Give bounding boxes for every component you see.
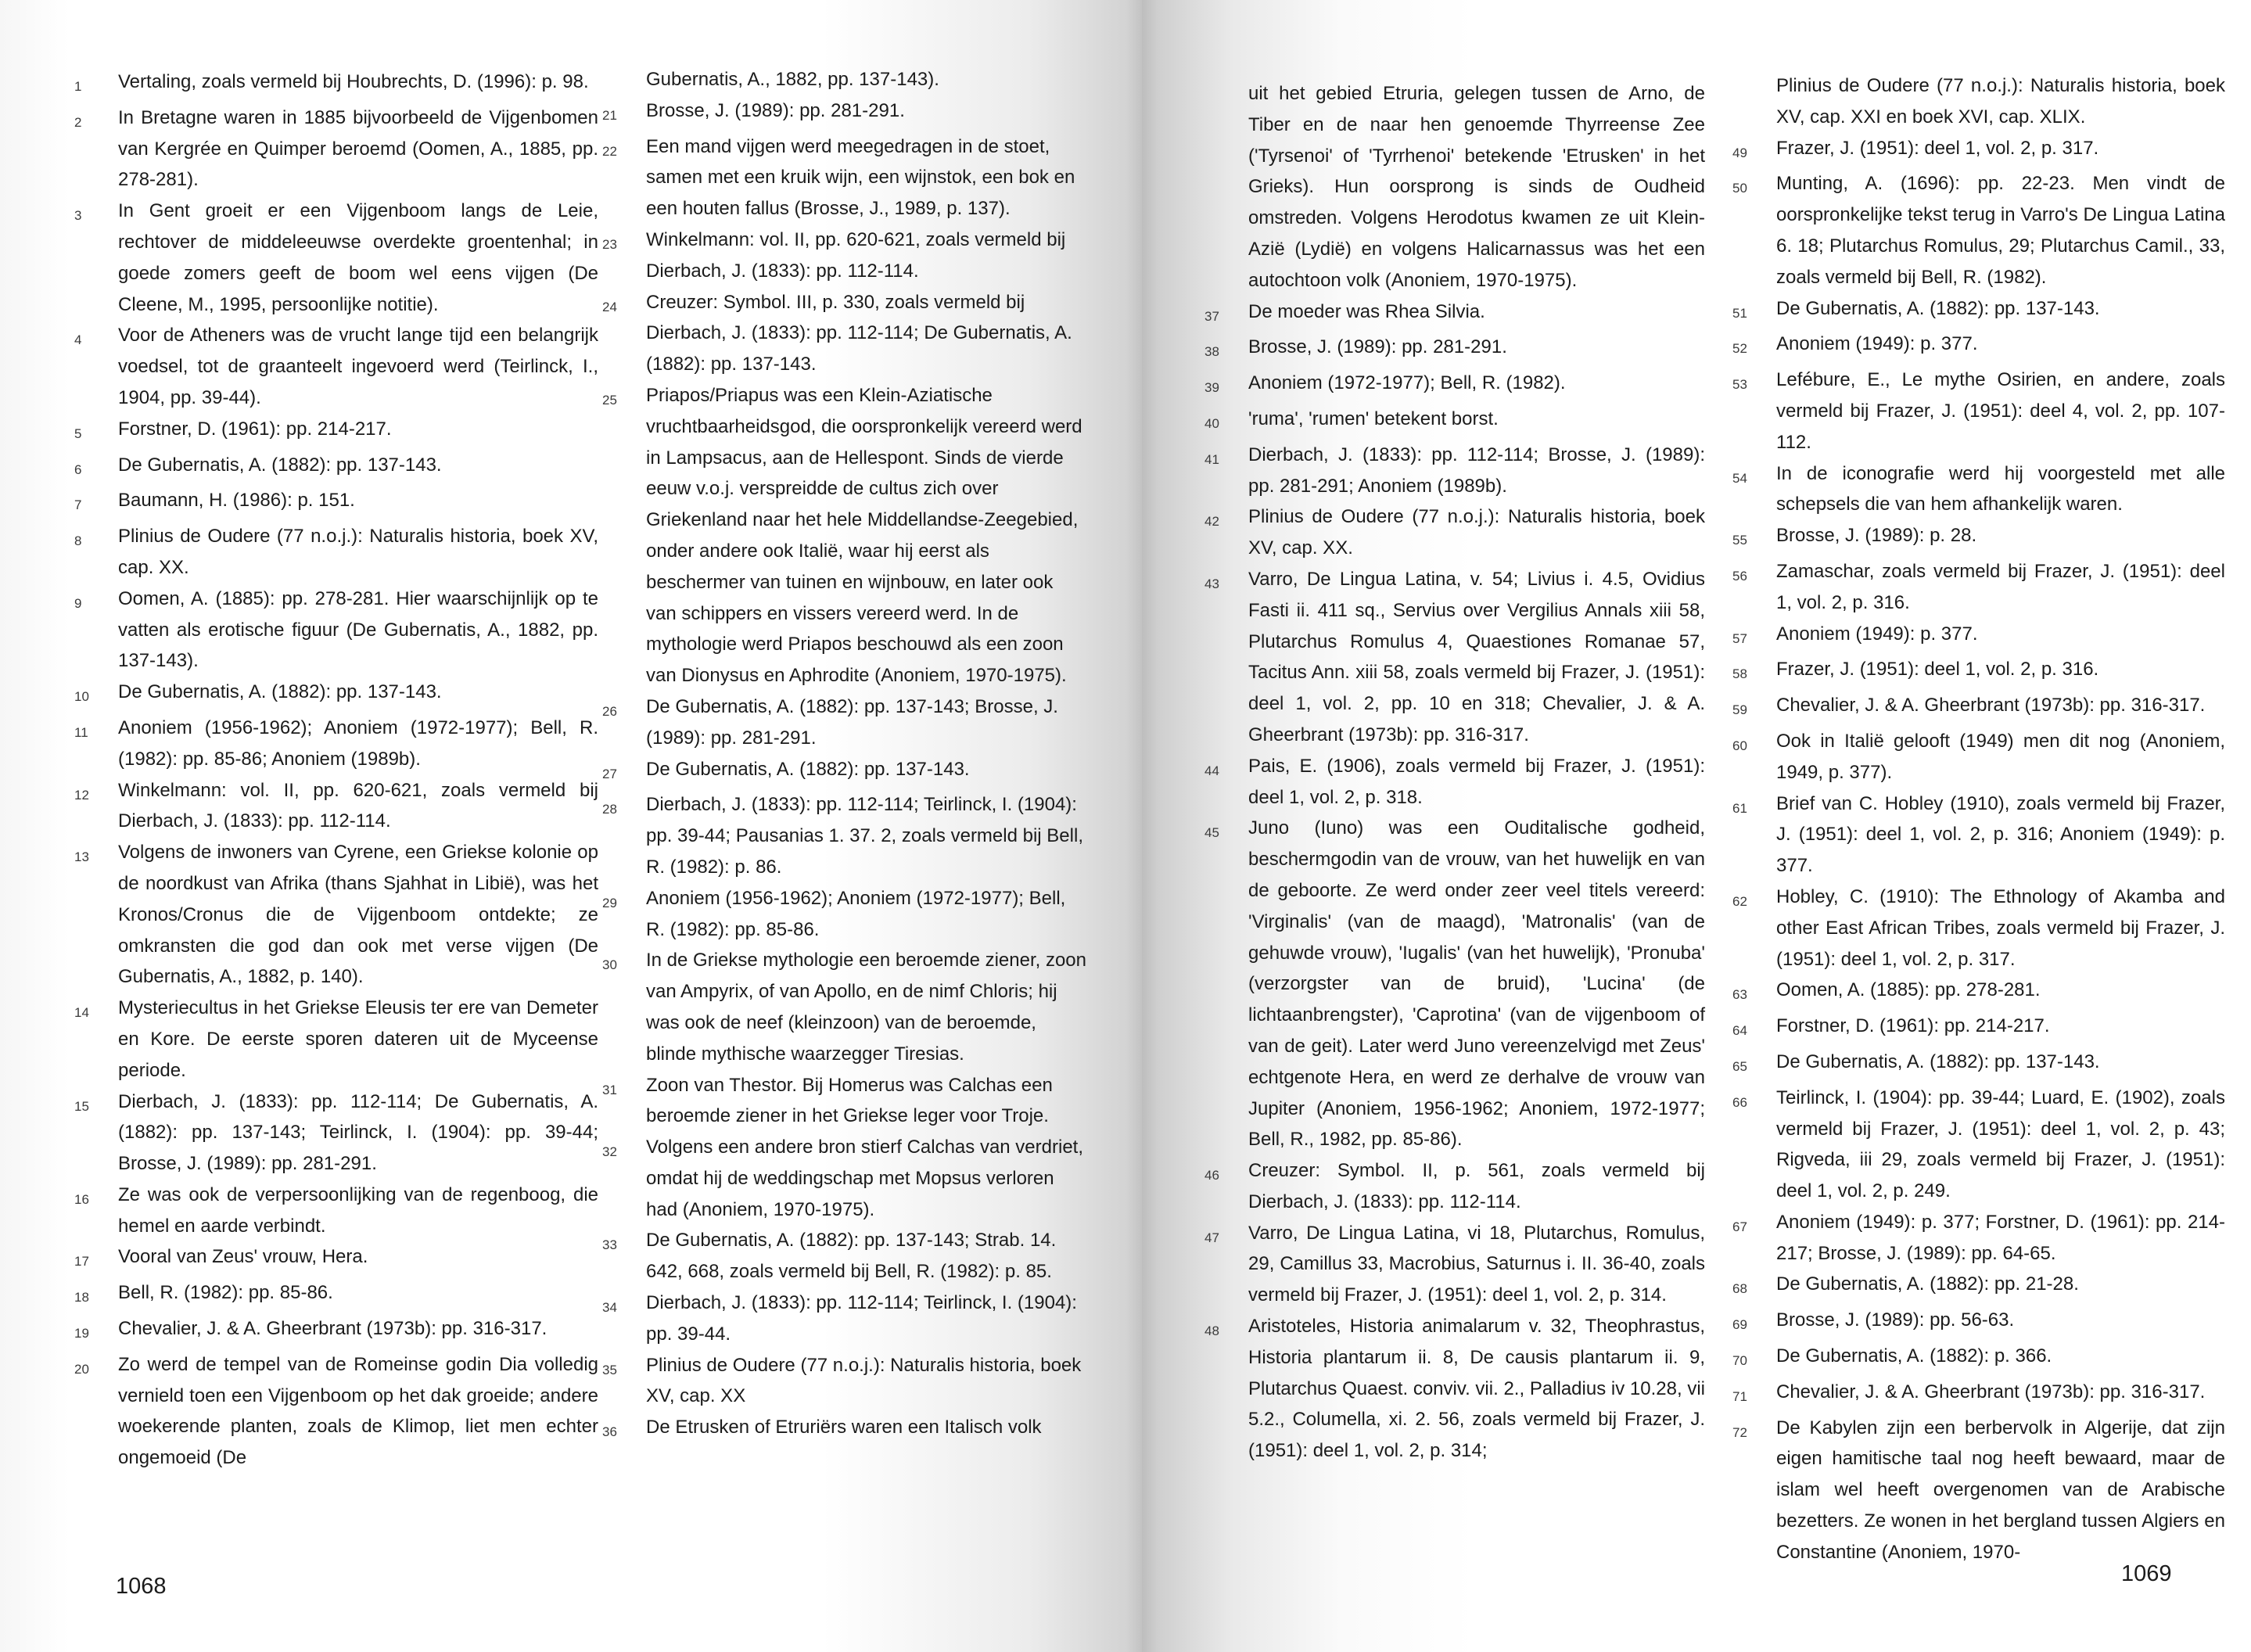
footnote-number: 52 <box>1732 341 1747 357</box>
footnote-number: 19 <box>74 1326 89 1341</box>
footnote <box>1204 1155 1705 1218</box>
footnote-text: Hobley, C. (1910): The Ethnology of Akamba and other East African Tribes, zoals vermeld bij Frazer, J. (1951): deel 1, vol. 2, p. 317. <box>1776 885 2225 970</box>
footnote-number: 58 <box>1732 666 1747 682</box>
footnote-text: Brosse, J. (1989): p. 28. <box>1776 525 1977 547</box>
footnote-text: Chevalier, J. & A. Gheerbrant (1973b): pp. 316-317. <box>1776 695 2206 716</box>
footnote <box>602 1070 1087 1133</box>
footnote-text: De Gubernatis, A. (1882): pp. 21-28. <box>1776 1273 2079 1295</box>
footnote <box>1204 751 1705 813</box>
footnote-number: 45 <box>1204 825 1219 841</box>
footnote <box>602 1412 1087 1448</box>
footnote-number: 15 <box>74 1098 89 1114</box>
footnote-number <box>1204 78 1248 83</box>
footnote-text: Zo werd de tempel van de Romeinse godin Dia volledig vernield toen een Vijgenboom op het dak groeide; andere woekerende planten, zoals de Klimop, liet men echter ongemoeid (De <box>118 1353 598 1469</box>
footnote <box>74 677 598 713</box>
footnote <box>1732 556 2225 619</box>
footnote-text: Brosse, J. (1989): pp. 281-291. <box>646 99 905 121</box>
footnote-number: 8 <box>74 533 82 549</box>
footnote <box>1204 78 1705 296</box>
footnote <box>1204 564 1705 751</box>
footnote-number: 44 <box>1204 763 1219 778</box>
footnote-number <box>1732 70 1776 75</box>
footnote-number: 18 <box>74 1290 89 1305</box>
footnote <box>1732 133 2225 169</box>
footnote <box>74 1180 598 1242</box>
footnote-number: 59 <box>1732 702 1747 718</box>
right-page <box>1142 0 2251 1652</box>
footnote-text: 'ruma', 'rumen' betekent borst. <box>1248 408 1499 429</box>
footnote-number: 55 <box>1732 533 1747 548</box>
footnote <box>602 691 1087 754</box>
footnote-number: 16 <box>74 1191 89 1207</box>
footnote <box>1204 1311 1705 1467</box>
footnote <box>1732 365 2225 458</box>
footnote-text: De Etrusken of Etruriërs waren een Italisch volk <box>646 1417 1042 1438</box>
footnote <box>1732 1083 2225 1207</box>
footnote <box>602 1350 1087 1413</box>
footnote-text: Zamaschar, zoals vermeld bij Frazer, J. (1951): deel 1, vol. 2, p. 316. <box>1776 560 2225 613</box>
footnote-text: uit het gebied Etruria, gelegen tussen de Arno, de Tiber en de naar hen genoemde Thyrreense Zee ('Tyrsenoi' of 'Tyrrhenoi' betekende 'Etrusken' in het Grieks). Hun oorsprong is sinds de Oudheid omstreden. Volgens Herodotus kwamen ze uit Klein-Azië (Lydië) en volgens Halicarnassus was het een autochtoon volk (Anoniem, 1970-1975). <box>1248 83 1705 291</box>
footnote-number: 23 <box>602 236 617 252</box>
footnote-text: Vertaling, zoals vermeld bij Houbrechts, D. (1996): p. 98. <box>118 71 589 92</box>
notes-column <box>602 64 1087 1550</box>
footnote-text: Forstner, D. (1961): pp. 214-217. <box>1776 1015 2050 1037</box>
footnote-text: Dierbach, J. (1833): pp. 112-114; De Gubernatis, A. (1882): pp. 137-143; Teirlinck, I. (1904): pp. 39-44; Brosse, J. (1989): pp. 281-291. <box>118 1090 598 1175</box>
footnote-text: Vooral van Zeus' vrouw, Hera. <box>118 1246 368 1268</box>
notes-column <box>1204 78 1705 1549</box>
footnote-number: 27 <box>602 766 617 781</box>
footnote-text: Forstner, D. (1961): pp. 214-217. <box>118 418 392 440</box>
footnote-text: Een mand vijgen werd meegedragen in de stoet, samen met een kruik wijn, een wijnstok, een bok en een houten fallus (Brosse, J., 1989, p. 137). <box>646 135 1075 220</box>
footnote <box>1204 501 1705 564</box>
footnote <box>1204 368 1705 404</box>
footnote-number: 47 <box>1204 1230 1219 1245</box>
footnote-text: Voor de Atheners was de vrucht lange tijd een belangrijk voedsel, tot de graanteelt ingevoerd werd (Teirlinck, I., 1904, pp. 39-44). <box>118 325 598 408</box>
page-number: 1069 <box>2121 1561 2172 1586</box>
footnote <box>602 287 1087 380</box>
footnote-number: 6 <box>74 461 82 477</box>
footnote <box>602 224 1087 287</box>
footnote-number: 68 <box>1732 1281 1747 1297</box>
footnote-number: 31 <box>602 1082 617 1097</box>
footnote-number: 71 <box>1732 1388 1747 1404</box>
footnote-text: Plinius de Oudere (77 n.o.j.): Naturalis historia, boek XV, cap. XX <box>646 1354 1082 1407</box>
footnote-number: 43 <box>1204 576 1219 591</box>
footnote <box>1732 1011 2225 1047</box>
footnote <box>1732 70 2225 133</box>
footnote-number: 7 <box>74 497 82 513</box>
footnote <box>602 883 1087 946</box>
footnote-number: 62 <box>1732 893 1747 909</box>
footnote-text: Lefébure, E., Le mythe Osirien, en andere, zoals vermeld bij Frazer, J. (1951): deel 4, vol. 2, pp. 107-112. <box>1776 369 2225 453</box>
footnote <box>74 521 598 584</box>
footnote <box>602 1132 1087 1225</box>
footnote-text: De Gubernatis, A. (1882): pp. 137-143. <box>646 758 970 780</box>
footnote-text: Gubernatis, A., 1882, pp. 137-143). <box>646 69 939 90</box>
footnote <box>1732 882 2225 975</box>
footnote-number: 37 <box>1204 308 1219 324</box>
page-number: 1068 <box>116 1574 167 1599</box>
footnote-text: Brief van C. Hobley (1910), zoals vermeld bij Frazer, J. (1951): deel 1, vol. 2, p. 316; Anoniem (1949): p. 377. <box>1776 792 2225 877</box>
footnote <box>74 1277 598 1313</box>
footnote <box>1732 293 2225 329</box>
footnote-text: Chevalier, J. & A. Gheerbrant (1973b): pp. 316-317. <box>1776 1381 2206 1402</box>
footnote <box>1732 1377 2225 1413</box>
footnote <box>74 775 598 838</box>
footnote-text: Aristoteles, Historia animalarum v. 32, Theophrastus, Historia plantarum ii. 8, De causis plantarum ii. 9, Plutarchus Quaest. conviv. vii. 2., Palladius iv 10.28, vii 5.2., Columella, xi. 2. 56, zoals vermeld bij Frazer, J. (1951): deel 1, vol. 2, p. 314; <box>1248 1316 1705 1462</box>
footnote <box>74 993 598 1086</box>
footnote <box>74 713 598 775</box>
footnote-number: 64 <box>1732 1023 1747 1039</box>
footnote <box>1732 168 2225 293</box>
footnote-number: 17 <box>74 1254 89 1270</box>
footnote-number: 42 <box>1204 514 1219 530</box>
footnote-number: 32 <box>602 1144 617 1160</box>
footnote-text: Volgens een andere bron stierf Calchas van verdriet, omdat hij de weddingschap met Mopsus verloren had (Anoniem, 1970-1975). <box>646 1137 1083 1220</box>
footnote-number: 56 <box>1732 568 1747 584</box>
footnote-number: 35 <box>602 1362 617 1377</box>
footnote-text: Oomen, A. (1885): pp. 278-281. <box>1776 979 2041 1001</box>
footnote-number: 13 <box>74 849 89 865</box>
footnote <box>1732 520 2225 556</box>
footnote-text: Brosse, J. (1989): pp. 281-291. <box>1248 336 1507 358</box>
footnote <box>1732 726 2225 788</box>
footnote-number: 61 <box>1732 800 1747 816</box>
footnote-number: 26 <box>602 703 617 719</box>
footnote <box>74 414 598 450</box>
footnote <box>74 450 598 486</box>
footnote-number: 51 <box>1732 305 1747 321</box>
footnote <box>74 66 598 102</box>
footnote <box>602 64 1087 95</box>
footnote-text: De Gubernatis, A. (1882): pp. 137-143. <box>118 681 442 703</box>
footnote <box>74 1313 598 1349</box>
footnote-text: De Gubernatis, A. (1882): pp. 137-143. <box>1776 297 2100 319</box>
footnote <box>1204 296 1705 332</box>
footnote <box>74 837 598 993</box>
footnote-text: Mysteriecultus in het Griekse Eleusis ter ere van Demeter en Kore. De eerste sporen dateren uit de Myceense periode. <box>118 997 598 1081</box>
footnote-text: Frazer, J. (1951): deel 1, vol. 2, p. 316. <box>1776 659 2099 681</box>
footnote-text: De Gubernatis, A. (1882): pp. 137-143; Strab. 14. 642, 668, zoals vermeld bij Bell, R. (1982): p. 85. <box>646 1230 1057 1283</box>
footnote-text: In Bretagne waren in 1885 bijvoorbeeld de Vijgenbomen van Kergrée en Quimper beroemd (Oomen, A., 1885, pp. 278-281). <box>118 106 598 191</box>
footnote-number: 21 <box>602 107 617 123</box>
footnote-text: Plinius de Oudere (77 n.o.j.): Naturalis historia, boek XV, cap. XX. <box>118 526 598 578</box>
footnote-number: 66 <box>1732 1094 1747 1110</box>
footnote <box>1732 619 2225 655</box>
footnote-number: 60 <box>1732 738 1747 753</box>
footnote-number: 9 <box>74 595 82 611</box>
footnote-text: Creuzer: Symbol. III, p. 330, zoals vermeld bij Dierbach, J. (1833): pp. 112-114; De Gubernatis, A. (1882): pp. 137-143. <box>646 291 1072 375</box>
footnote-text: Anoniem (1949): p. 377. <box>1776 333 1978 355</box>
footnote <box>1732 1413 2225 1568</box>
footnote <box>1204 332 1705 368</box>
footnote-number: 1 <box>74 79 82 94</box>
footnote-number <box>602 64 646 69</box>
footnote-number: 38 <box>1204 344 1219 360</box>
footnote-text: Baumann, H. (1986): p. 151. <box>118 490 355 512</box>
footnote-number: 25 <box>602 392 617 408</box>
footnote-number: 34 <box>602 1300 617 1316</box>
footnote-number: 69 <box>1732 1317 1747 1333</box>
footnote-text: De Gubernatis, A. (1882): p. 366. <box>1776 1345 2052 1367</box>
footnote-text: Plinius de Oudere (77 n.o.j.): Naturalis historia, boek XV, cap. XX. <box>1248 506 1705 559</box>
footnote <box>1204 404 1705 440</box>
footnote-number: 48 <box>1204 1323 1219 1339</box>
footnote-number: 28 <box>602 802 617 817</box>
footnote-text: Dierbach, J. (1833): pp. 112-114; Brosse, J. (1989): pp. 281-291; Anoniem (1989b). <box>1248 444 1705 497</box>
footnote-text: Oomen, A. (1885): pp. 278-281. Hier waarschijnlijk op te vatten als erotische figuur (De Gubernatis, A., 1882, pp. 137-143). <box>118 587 598 672</box>
footnote <box>602 131 1087 224</box>
footnote <box>74 584 598 677</box>
footnote-text: Anoniem (1949): p. 377. <box>1776 623 1978 645</box>
footnote-number: 53 <box>1732 377 1747 393</box>
footnote-number: 50 <box>1732 181 1747 196</box>
footnote-text: Anoniem (1972-1977); Bell, R. (1982). <box>1248 372 1566 394</box>
footnote <box>74 196 598 320</box>
footnote-text: In Gent groeit er een Vijgenboom langs de Leie, rechtover de middeleeuwse overdekte groentenhal; in goede zomers geeft de boom wel eens vijgen (De Cleene, M., 1995, persoonlijke notitie). <box>118 200 598 315</box>
footnote-number: 70 <box>1732 1353 1747 1369</box>
footnote-text: Teirlinck, I. (1904): pp. 39-44; Luard, E. (1902), zoals vermeld bij Frazer, J. (1951): deel 1, vol. 2, p. 43; Rigveda, iii 29, zoals vermeld bij Frazer, J. (1951): deel 1, vol. 2, p. 249. <box>1776 1086 2225 1202</box>
footnote-number: 49 <box>1732 145 1747 160</box>
footnote-text: Brosse, J. (1989): pp. 56-63. <box>1776 1309 2015 1331</box>
notes-column <box>74 66 598 1537</box>
footnote <box>74 102 598 196</box>
footnote-text: Munting, A. (1696): pp. 22-23. Men vindt de oorspronkelijke tekst terug in Varro's De Lingua Latina 6. 18; Plutarchus Romulus, 29; Plutarchus Camil., 33, zoals vermeld bij Bell, R. (1982). <box>1776 173 2225 288</box>
footnote-number: 39 <box>1204 380 1219 396</box>
footnote <box>74 1349 598 1474</box>
footnote <box>1732 690 2225 726</box>
footnote-number: 57 <box>1732 630 1747 646</box>
footnote-number: 29 <box>602 895 617 910</box>
footnote-number: 65 <box>1732 1058 1747 1074</box>
footnote-number: 46 <box>1204 1168 1219 1183</box>
footnote-number: 72 <box>1732 1424 1747 1440</box>
footnote-text: Anoniem (1956-1962); Anoniem (1972-1977); Bell, R. (1982): pp. 85-86. <box>646 887 1066 940</box>
footnote <box>1732 458 2225 521</box>
footnote <box>602 945 1087 1069</box>
footnote <box>1732 975 2225 1011</box>
notes-column <box>1732 70 2225 1563</box>
footnote-text: Varro, De Lingua Latina, v. 54; Livius i. 4.5, Ovidius Fasti ii. 411 sq., Servius over Vergilius Annals xiii 58, Plutarchus Romulus 4, Quaestiones Romanae 57, Tacitus Ann. xiii 58, zoals vermeld bij Frazer, J. (1951): deel 1, vol. 2, pp. 10 en 318; Chevalier, J. & A. Gheerbrant (1973b): pp. 316-317. <box>1248 568 1705 745</box>
footnote-text: In de Griekse mythologie een beroemde ziener, zoon van Ampyrix, of van Apollo, en de nimf Chloris; hij was ook de neef (kleinzoon) van de beroemde, blinde mythische waarzegger Tiresias. <box>646 950 1087 1065</box>
footnote-number: 5 <box>74 426 82 441</box>
footnote-number: 11 <box>74 724 88 740</box>
footnote-text: Anoniem (1949): p. 377; Forstner, D. (1961): pp. 214-217; Brosse, J. (1989): pp. 64-65. <box>1776 1211 2225 1264</box>
footnote-text: Winkelmann: vol. II, pp. 620-621, zoals vermeld bij Dierbach, J. (1833): pp. 112-114. <box>646 228 1066 282</box>
footnote <box>1732 788 2225 882</box>
footnote-text: Anoniem (1956-1962); Anoniem (1972-1977); Bell, R. (1982): pp. 85-86; Anoniem (1989b). <box>118 716 598 770</box>
footnote <box>1732 1341 2225 1377</box>
footnote <box>74 485 598 521</box>
book-gutter <box>1126 0 1158 1652</box>
footnote-text: Pais, E. (1906), zoals vermeld bij Frazer, J. (1951): deel 1, vol. 2, p. 318. <box>1248 755 1705 808</box>
footnote-number: 67 <box>1732 1219 1747 1234</box>
footnote <box>602 95 1087 131</box>
footnote-number: 4 <box>74 332 82 348</box>
footnote-text: Dierbach, J. (1833): pp. 112-114; Teirlinck, I. (1904): pp. 39-44. <box>646 1292 1077 1345</box>
footnote-text: Bell, R. (1982): pp. 85-86. <box>118 1282 333 1304</box>
footnote-number: 36 <box>602 1424 617 1440</box>
footnote-number: 24 <box>602 299 617 314</box>
footnote-text: De Gubernatis, A. (1882): pp. 137-143. <box>118 454 442 476</box>
footnote-text: Winkelmann: vol. II, pp. 620-621, zoals vermeld bij Dierbach, J. (1833): pp. 112-114. <box>118 779 598 832</box>
footnote-number: 12 <box>74 787 89 803</box>
footnote-text: In de iconografie werd hij voorgesteld met alle schepsels die van hem afhankelijk waren. <box>1776 462 2225 515</box>
footnote-text: Volgens de inwoners van Cyrene, een Griekse kolonie op de noordkust van Afrika (thans Sjahhat in Libië), was het Kronos/Cronus die de Vijgenboom ontdekte; ze omkransten die god dan ook met verse vijgen (De Gubernatis, A., 1882, p. 140). <box>118 842 598 988</box>
footnote-number: 10 <box>74 689 89 705</box>
footnote-number: 2 <box>74 114 82 130</box>
footnote-text: Zoon van Thestor. Bij Homerus was Calchas een beroemde ziener in het Griekse leger voor Troje. <box>646 1074 1053 1127</box>
footnote <box>74 1241 598 1277</box>
footnote-number: 3 <box>74 208 82 224</box>
footnote <box>602 1225 1087 1287</box>
footnote <box>1732 329 2225 365</box>
footnote <box>1732 1207 2225 1270</box>
footnote-text: Plinius de Oudere (77 n.o.j.): Naturalis historia, boek XV, cap. XXI en boek XVI, cap. XLIX. <box>1776 75 2225 127</box>
footnote <box>1204 1218 1705 1311</box>
footnote-number: 63 <box>1732 987 1747 1003</box>
footnote <box>1732 1269 2225 1305</box>
footnote <box>602 1287 1087 1350</box>
footnote-number: 20 <box>74 1361 89 1377</box>
footnote-number: 54 <box>1732 470 1747 486</box>
footnote <box>602 754 1087 790</box>
footnote-text: Dierbach, J. (1833): pp. 112-114; Teirlinck, I. (1904): pp. 39-44; Pausanias 1. 37. 2, zoals vermeld bij Bell, R. (1982): p. 86. <box>646 794 1083 878</box>
footnote-text: Frazer, J. (1951): deel 1, vol. 2, p. 317. <box>1776 137 2099 159</box>
footnote <box>1204 440 1705 502</box>
footnote <box>602 789 1087 882</box>
footnote-text: De moeder was Rhea Silvia. <box>1248 300 1485 322</box>
footnote <box>602 380 1087 691</box>
footnote <box>74 1086 598 1180</box>
footnote <box>74 320 598 413</box>
footnote-text: Chevalier, J. & A. Gheerbrant (1973b): pp. 316-317. <box>118 1318 547 1340</box>
footnote-number: 14 <box>74 1005 89 1021</box>
footnote-text: De Gubernatis, A. (1882): pp. 137-143; Brosse, J. (1989): pp. 281-291. <box>646 695 1058 749</box>
footnote-text: Priapos/Priapus was een Klein-Aziatische vruchtbaarheidsgod, die oorspronkelijk vereerd werd in Lampsacus, aan de Hellespont. Sinds de vierde eeuw v.o.j. verspreidde de cultus zich over Griekenland naar het hele Middellandse-Zeegebied, onder andere ook Italië, waar hij eerst als beschermer van tuinen en wijnbouw, en later ook van schippers en vissers vereerd werd. In de mythologie werd Priapos beschouwd als een zoon van Dionysus en Aphrodite (Anoniem, 1970-1975). <box>646 384 1082 687</box>
footnote <box>1732 654 2225 690</box>
footnote <box>1732 1305 2225 1341</box>
footnote-text: De Gubernatis, A. (1882): pp. 137-143. <box>1776 1050 2100 1072</box>
footnote-text: Creuzer: Symbol. II, p. 561, zoals vermeld bij Dierbach, J. (1833): pp. 112-114. <box>1248 1160 1705 1212</box>
footnote <box>1204 813 1705 1155</box>
footnote-text: Ze was ook de verpersoonlijking van de regenboog, die hemel en aarde verbindt. <box>118 1183 598 1237</box>
footnote-text: De Kabylen zijn een berbervolk in Algerije, dat zijn eigen hamitische taal nog heeft bewaard, maar de islam wel heeft overgenomen van de Arabische bezetters. Ze wonen in het bergland tussen Algiers en Constantine (Anoniem, 1970- <box>1776 1417 2225 1563</box>
footnote-number: 40 <box>1204 415 1219 431</box>
footnote-text: Juno (Iuno) was een Ouditalische godheid, beschermgodin van de vrouw, van het huwelijk en van de geboorte. Ze werd onder zeer veel titels vereerd: 'Virginalis' (van de maagd), 'Matronalis' (van de gehuwde vrouw), 'Iugalis' (van het huwelijk), 'Pronuba' (verzorgster van de bruid), 'Lucina' (de lichtaanbrengster), 'Caprotina' (van de vijgenboom of van de geit). Later werd Juno vereenzelvigd met Zeus' echtgenote Hera, en werd ze derhalve de vrouw van Jupiter (Anoniem, 1956-1962; Anoniem, 1972-1977; Bell, R., 1982, pp. 85-86). <box>1248 817 1705 1151</box>
footnote-text: Varro, De Lingua Latina, vi 18, Plutarchus, Romulus, 29, Camillus 33, Macrobius, Saturnus i. II. 36-40, zoals vermeld bij Frazer, J. (1951): deel 1, vol. 2, p. 314. <box>1248 1222 1705 1306</box>
footnote-number: 22 <box>602 143 617 159</box>
footnote-text: Ook in Italië gelooft (1949) men dit nog (Anoniem, 1949, p. 377). <box>1776 730 2225 783</box>
footnote-number: 41 <box>1204 451 1219 467</box>
footnote-number: 30 <box>602 957 617 973</box>
footnote-number: 33 <box>602 1237 617 1253</box>
footnote <box>1732 1047 2225 1083</box>
